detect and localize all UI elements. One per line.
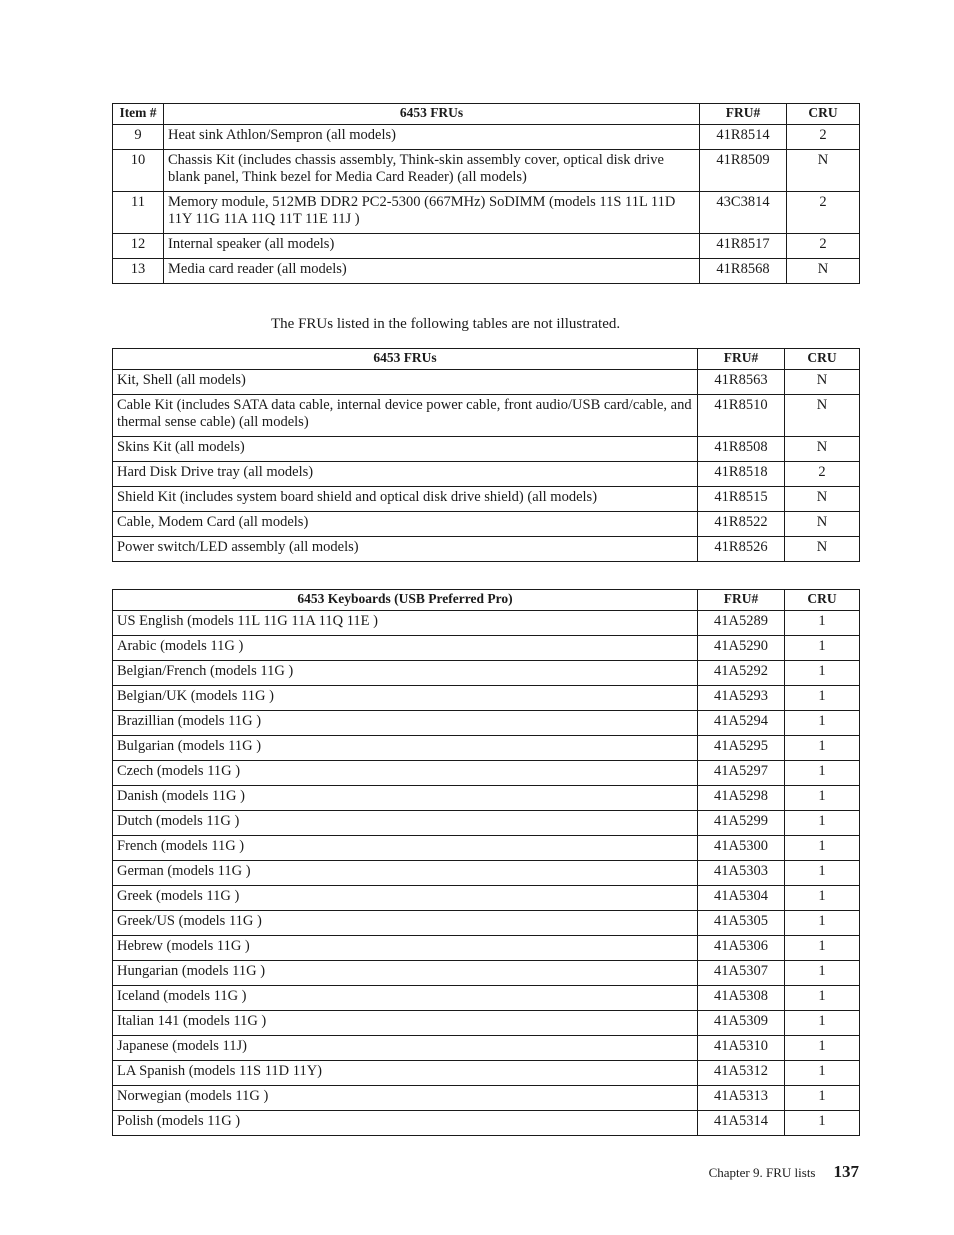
description-cell: Power switch/LED assembly (all models) [113,537,698,562]
keyboard-cell: Norwegian (models 11G ) [113,1086,698,1111]
page-number: 137 [833,1162,859,1181]
column-header-item: Item # [113,104,164,125]
keyboard-cell: Arabic (models 11G ) [113,636,698,661]
keyboard-cell: Danish (models 11G ) [113,786,698,811]
fru-number-cell: 41R8518 [698,462,785,487]
description-cell: Heat sink Athlon/Sempron (all models) [164,125,700,150]
column-header-cru: CRU [785,590,860,611]
fru-number-cell: 41A5310 [698,1036,785,1061]
cru-cell: 1 [785,811,860,836]
table-row [113,1011,860,1036]
item-number-cell: 10 [113,150,164,192]
keyboard-fru-table [112,589,860,1136]
table-row [113,636,860,661]
cru-cell: 1 [785,1061,860,1086]
table-row [113,986,860,1011]
cru-cell: 2 [787,192,860,234]
cru-cell: 1 [785,786,860,811]
fru-number-cell: 41A5289 [698,611,785,636]
cru-cell: 1 [785,911,860,936]
keyboard-cell: Italian 141 (models 11G ) [113,1011,698,1036]
fru-number-cell: 41R8568 [700,259,787,284]
table-row [113,811,860,836]
column-header-fru-number: FRU# [700,104,787,125]
cru-cell: N [785,437,860,462]
description-cell: Skins Kit (all models) [113,437,698,462]
cru-cell: 1 [785,611,860,636]
description-cell: Memory module, 512MB DDR2 PC2-5300 (667MHz) SoDIMM (models 11S 11L 11D 11Y 11G 11A 11Q 11T 11E 11J ) [164,192,700,234]
keyboard-cell: Greek (models 11G ) [113,886,698,911]
item-number-cell: 12 [113,234,164,259]
fru-number-cell: 41A5290 [698,636,785,661]
table-row [113,761,860,786]
keyboard-cell: Hungarian (models 11G ) [113,961,698,986]
cru-cell: 1 [785,661,860,686]
fru-number-cell: 41R8515 [698,487,785,512]
fru-number-cell: 41A5295 [698,736,785,761]
table-row [113,370,860,395]
table-row [113,1086,860,1111]
cru-cell: 1 [785,1036,860,1061]
table-row [113,711,860,736]
description-cell: Cable Kit (includes SATA data cable, internal device power cable, front audio/USB card/cable, and thermal sense cable) (all models) [113,395,698,437]
description-cell: Kit, Shell (all models) [113,370,698,395]
column-header-cru: CRU [787,104,860,125]
keyboard-cell: German (models 11G ) [113,861,698,886]
keyboard-cell: Brazillian (models 11G ) [113,711,698,736]
cru-cell: 2 [785,462,860,487]
fru-number-cell: 41A5297 [698,761,785,786]
cru-cell: N [785,537,860,562]
table-row [113,437,860,462]
column-header-description: 6453 FRUs [113,349,698,370]
intro-text: The FRUs listed in the following tables are not illustrated. [271,316,621,332]
keyboard-cell: Czech (models 11G ) [113,761,698,786]
keyboard-cell: LA Spanish (models 11S 11D 11Y) [113,1061,698,1086]
fru-number-cell: 41A5300 [698,836,785,861]
keyboard-cell: US English (models 11L 11G 11A 11Q 11E ) [113,611,698,636]
fru-number-cell: 41A5306 [698,936,785,961]
fru-table-illustrated [112,103,860,284]
fru-number-cell: 41A5314 [698,1111,785,1136]
table-row [113,686,860,711]
column-header-description: 6453 FRUs [164,104,700,125]
item-number-cell: 11 [113,192,164,234]
table-row [113,836,860,861]
cru-cell: N [785,395,860,437]
fru-number-cell: 41A5298 [698,786,785,811]
keyboard-cell: Dutch (models 11G ) [113,811,698,836]
column-header-cru: CRU [785,349,860,370]
description-cell: Shield Kit (includes system board shield and optical disk drive shield) (all models) [113,487,698,512]
table-row [113,537,860,562]
column-header-fru-number: FRU# [698,349,785,370]
keyboard-cell: French (models 11G ) [113,836,698,861]
cru-cell: 1 [785,711,860,736]
cru-cell: N [785,512,860,537]
fru-number-cell: 41A5313 [698,1086,785,1111]
table-header-row [113,104,860,125]
cru-cell: 1 [785,736,860,761]
fru-number-cell: 41R8522 [698,512,785,537]
cru-cell: 1 [785,861,860,886]
fru-number-cell: 41R8526 [698,537,785,562]
fru-number-cell: 41A5305 [698,911,785,936]
keyboard-cell: Greek/US (models 11G ) [113,911,698,936]
fru-number-cell: 41A5299 [698,811,785,836]
cru-cell: N [787,150,860,192]
table-row [113,395,860,437]
page-footer [709,1162,859,1182]
table-row [113,150,860,192]
table-row [113,192,860,234]
fru-number-cell: 41A5292 [698,661,785,686]
chapter-label: Chapter 9. FRU lists [708,1165,816,1180]
keyboard-cell: Belgian/UK (models 11G ) [113,686,698,711]
cru-cell: 1 [785,761,860,786]
description-cell: Hard Disk Drive tray (all models) [113,462,698,487]
table-row [113,786,860,811]
fru-number-cell: 41A5307 [698,961,785,986]
table-row [113,512,860,537]
cru-cell: N [785,370,860,395]
table-row [113,1061,860,1086]
table-row [113,886,860,911]
keyboard-cell: Hebrew (models 11G ) [113,936,698,961]
cru-cell: 1 [785,836,860,861]
table-row [113,611,860,636]
table-row [113,462,860,487]
table-row [113,1036,860,1061]
fru-number-cell: 41R8509 [700,150,787,192]
table-row [113,661,860,686]
table-row [113,125,860,150]
table-row [113,234,860,259]
cru-cell: 1 [785,686,860,711]
cru-cell: 1 [785,886,860,911]
cru-cell: 2 [787,234,860,259]
cru-cell: 1 [785,936,860,961]
keyboard-cell: Japanese (models 11J) [113,1036,698,1061]
cru-cell: N [785,487,860,512]
table-row [113,911,860,936]
fru-number-cell: 41R8563 [698,370,785,395]
table-header-row [113,349,860,370]
fru-number-cell: 41R8514 [700,125,787,150]
fru-number-cell: 41A5304 [698,886,785,911]
fru-number-cell: 41A5293 [698,686,785,711]
cru-cell: 1 [785,961,860,986]
keyboard-cell: Iceland (models 11G ) [113,986,698,1011]
table-row [113,861,860,886]
cru-cell: N [787,259,860,284]
fru-number-cell: 41A5303 [698,861,785,886]
table-row [113,259,860,284]
fru-number-cell: 41R8510 [698,395,785,437]
cru-cell: 1 [785,986,860,1011]
cru-cell: 1 [785,1111,860,1136]
table-row [113,1111,860,1136]
fru-number-cell: 41R8508 [698,437,785,462]
cru-cell: 1 [785,1011,860,1036]
keyboard-cell: Polish (models 11G ) [113,1111,698,1136]
table-row [113,736,860,761]
cru-cell: 1 [785,1086,860,1111]
description-cell: Chassis Kit (includes chassis assembly, Think-skin assembly cover, optical disk drive blank panel, Think bezel for Media Card Reader) (all models) [164,150,700,192]
description-cell: Media card reader (all models) [164,259,700,284]
keyboard-cell: Bulgarian (models 11G ) [113,736,698,761]
table-row [113,487,860,512]
keyboard-cell: Belgian/French (models 11G ) [113,661,698,686]
table-header-row [113,590,860,611]
fru-table-not-illustrated [112,348,860,562]
fru-number-cell: 41A5294 [698,711,785,736]
item-number-cell: 9 [113,125,164,150]
fru-number-cell: 41A5312 [698,1061,785,1086]
item-number-cell: 13 [113,259,164,284]
fru-number-cell: 41A5309 [698,1011,785,1036]
table-row [113,936,860,961]
description-cell: Cable, Modem Card (all models) [113,512,698,537]
column-header-fru-number: FRU# [698,590,785,611]
table-row [113,961,860,986]
cru-cell: 1 [785,636,860,661]
fru-number-cell: 41A5308 [698,986,785,1011]
fru-number-cell: 43C3814 [700,192,787,234]
cru-cell: 2 [787,125,860,150]
column-header-keyboard: 6453 Keyboards (USB Preferred Pro) [113,590,698,611]
description-cell: Internal speaker (all models) [164,234,700,259]
fru-number-cell: 41R8517 [700,234,787,259]
